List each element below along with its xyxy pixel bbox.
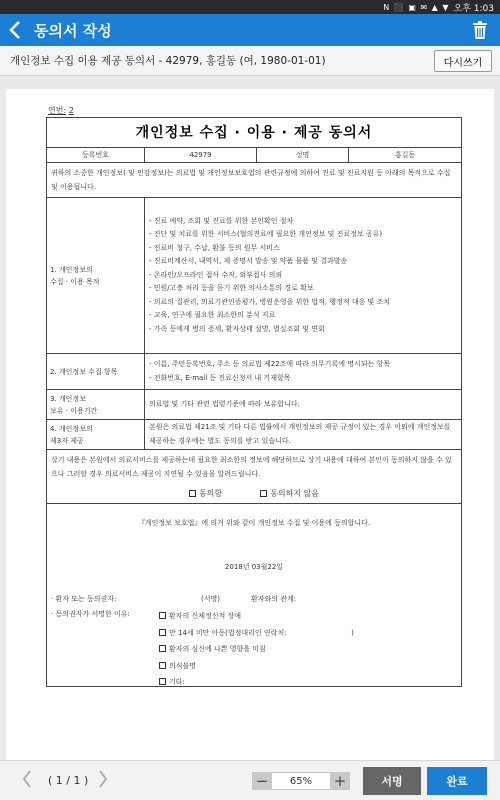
name-value: 홍길동 bbox=[394, 151, 416, 159]
agreement-options bbox=[47, 484, 461, 503]
section-row-2 bbox=[47, 354, 461, 390]
reg-label: 등록번호 bbox=[47, 148, 145, 162]
back-button[interactable] bbox=[0, 14, 30, 46]
checkbox-icon bbox=[159, 629, 166, 636]
chevron-left-icon bbox=[9, 21, 21, 39]
document-subheader bbox=[0, 46, 500, 76]
list-item: - 진료비 청구, 수납, 환불 등의 원무 서비스 bbox=[149, 243, 280, 252]
page-indicator: ( 1 / 1 ) bbox=[48, 774, 89, 787]
reg-value: 42979 bbox=[145, 148, 257, 162]
list-item: - 진료비계산서, 내역서, 제 증명서 발송 및 약품 물품 및 결과발송 bbox=[149, 257, 348, 266]
intro-text: 귀하의 소중한 개인정보( 및 민감정보)는 의료법 및 개인정보보호법의 관련규정에 의하여 진료 및 진료지원 등 아래의 목적으로 수집 및 이용됩니다. bbox=[51, 169, 451, 191]
consenter-line: · 환자 또는 동의권자: (서명) 환자와의 관계: bbox=[51, 594, 116, 604]
section-label: 1. 개인정보의 수집 · 이용 목적 bbox=[47, 198, 145, 353]
section-row-4 bbox=[47, 420, 461, 450]
list-item: 의료법 및 기타 관련 법령기준에 따라 보유합니다. bbox=[149, 399, 300, 408]
list-item: - 의료의 질관리, 의료기관인증평가, 병원운영을 위한 법적, 행정적 대응 및 조치 bbox=[149, 297, 391, 306]
trash-icon bbox=[472, 20, 488, 40]
law-statement: 『개인정보 보호법』에 의거 위와 같이 개인정보 수집 및 이용에 동의합니다. bbox=[137, 519, 371, 527]
list-item: - 민원/고충 처리 등을 듣기 위한 의사소통의 경로 확보 bbox=[149, 284, 314, 293]
zoom-out-button[interactable]: − bbox=[252, 772, 272, 790]
rewrite-button[interactable]: 다시쓰기 bbox=[434, 50, 492, 72]
checkbox-icon bbox=[159, 662, 166, 669]
bottom-toolbar bbox=[0, 760, 500, 800]
consent-form bbox=[46, 117, 462, 687]
reason-checkbox[interactable]: 만 14세 미만 아동(법정대리인 연락처: ) bbox=[159, 625, 354, 642]
list-item: - 전화번호, E-mail 등 진료신청서 내 기재항목 bbox=[149, 373, 291, 382]
intro-row bbox=[47, 163, 461, 198]
registration-row bbox=[47, 148, 461, 163]
signature-field[interactable]: (서명) bbox=[201, 595, 220, 603]
signature-section bbox=[47, 504, 461, 686]
section-body bbox=[145, 198, 461, 353]
document-viewer[interactable] bbox=[0, 77, 500, 760]
notice-text: 상기 내용은 본원에서 의료서비스를 제공하는데 필요한 최소한의 정보에 해당하므로 상기 내용에 대하여 본인이 동의하지 않을 수 있으나 그러할 경우 의료서비스 제공이 지연될 수 있음을 알려드립니다. bbox=[51, 456, 452, 478]
reason-label: · 동의권자가 서명한 이유: bbox=[51, 610, 130, 618]
zoom-in-button[interactable]: + bbox=[330, 772, 350, 790]
section-row-3 bbox=[47, 390, 461, 420]
list-item: - 가족 등에게 병의 증세, 환자상태 설명, 별실조회 및 면회 bbox=[149, 324, 325, 333]
app-bar bbox=[0, 14, 500, 46]
notice-row bbox=[47, 450, 461, 504]
section-body bbox=[145, 354, 461, 389]
status-icons: N ⬛ ▣ ✉ ▲ ▼ bbox=[383, 2, 450, 12]
previous-page-button[interactable] bbox=[22, 770, 32, 792]
reason-checkbox[interactable]: 환자의 심신에 나쁜 영향을 미침 bbox=[159, 641, 354, 658]
section-label: 2. 개인정보 수집 항목 bbox=[47, 354, 145, 389]
list-item: - 이름, 주민등록번호, 주소 등 의료법 제22조에 따라 의무기록에 명시되는 항목 bbox=[149, 360, 390, 368]
status-bar bbox=[0, 0, 500, 14]
document-subject: 개인정보 수집 이용 제공 동의서 - 42979, 홍길동 (여, 1980-01-01) bbox=[10, 55, 326, 67]
checkbox-icon bbox=[260, 490, 267, 497]
section-label: 3. 개인정보 보유 · 이용기간 bbox=[47, 390, 145, 419]
checkbox-icon bbox=[189, 490, 196, 497]
section-body bbox=[145, 420, 461, 449]
agree-checkbox[interactable]: 동의함 bbox=[189, 488, 222, 499]
name-label: 성명 bbox=[257, 148, 349, 162]
serial-number: 연번: 2 bbox=[48, 106, 74, 115]
consent-date: 2018년 03월22일 bbox=[224, 563, 284, 571]
list-item: - 온라인/오프라인 접사 수작, 외부접사 의뢰 bbox=[149, 270, 283, 279]
chevron-right-icon bbox=[98, 770, 108, 788]
relation-field[interactable]: 환자와의 관계: bbox=[251, 595, 297, 603]
checkbox-icon bbox=[159, 678, 166, 685]
zoom-level: 65% bbox=[272, 772, 330, 790]
chevron-left-icon bbox=[22, 770, 32, 788]
list-item: - 진단 및 치료를 위한 서비스(협의진료에 필요한 개인정보 및 진료정보 공유) bbox=[149, 230, 383, 239]
form-title: 개인정보 수집 · 이용 · 제공 동의서 bbox=[47, 118, 461, 148]
document-page bbox=[6, 89, 494, 760]
sign-button[interactable]: 서명 bbox=[363, 767, 421, 795]
done-button[interactable]: 완료 bbox=[427, 767, 487, 795]
reason-checkbox[interactable]: 환자의 신체정신적 장애 bbox=[159, 608, 354, 625]
delete-button[interactable] bbox=[468, 18, 492, 42]
reason-checkbox[interactable]: 의식불명 bbox=[159, 658, 354, 675]
list-item: 본원은 의료법 제21조 및 기타 다른 법률에서 개인정보의 제공 규정이 있는 경우 이외에 개인정보를 제공하는 경우에는 별도 동의를 받고 있습니다. bbox=[149, 423, 451, 445]
checkbox-icon bbox=[159, 645, 166, 652]
checkbox-icon bbox=[159, 612, 166, 619]
section-row-1 bbox=[47, 198, 461, 354]
reason-checkbox[interactable]: 기타: bbox=[159, 674, 354, 691]
section-label: 4. 개인정보의 제3자 제공 bbox=[47, 420, 145, 449]
next-page-button[interactable] bbox=[98, 770, 108, 792]
app-title: 동의서 작성 bbox=[34, 21, 112, 40]
status-time: 오후 1:03 bbox=[453, 3, 494, 14]
list-item: - 교육, 연구에 필요한 최소한의 분석 지료 bbox=[149, 311, 276, 320]
section-body bbox=[145, 390, 461, 419]
disagree-checkbox[interactable]: 동의하지 않음 bbox=[260, 488, 319, 499]
reason-options bbox=[159, 608, 354, 691]
list-item: - 진료 예약, 조회 및 진료를 위한 본인확인 절차 bbox=[149, 216, 294, 225]
